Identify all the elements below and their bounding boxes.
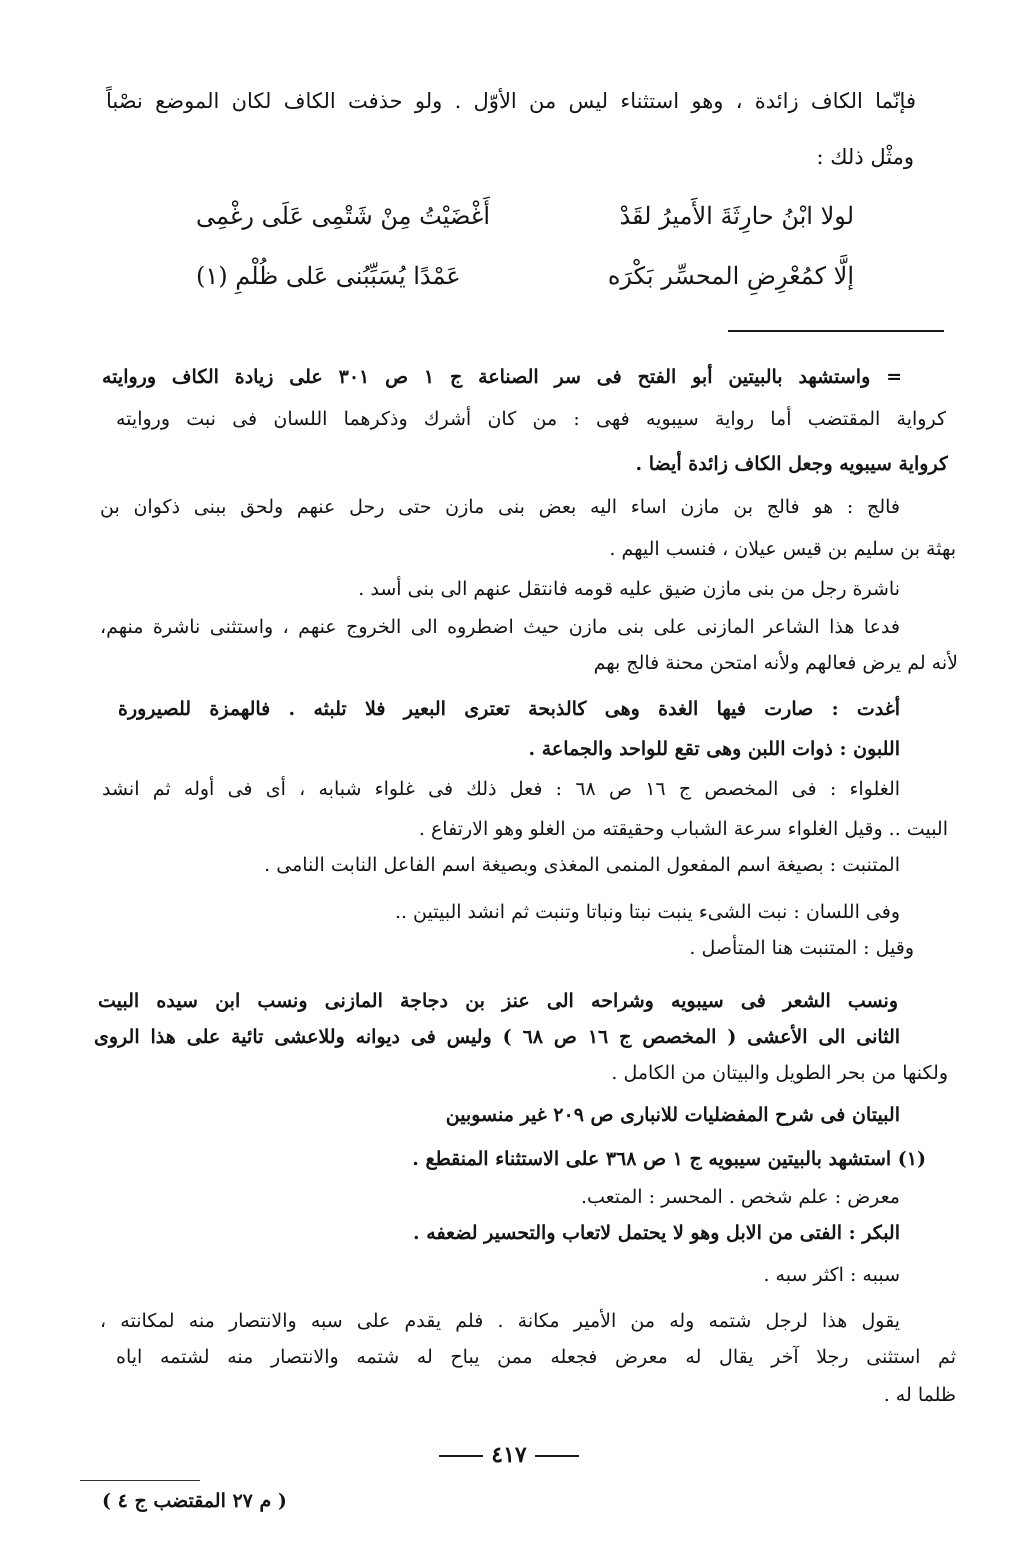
footnote-line: الثانى الى الأعشى ( المخصص ج ١٦ ص ٦٨ ) وليس فى ديوانه وللاعشى تائية على هذا الروى	[94, 1026, 900, 1048]
page-number-text: ٤١٧	[491, 1442, 527, 1468]
signature-rule	[80, 1480, 200, 1481]
main-text-line: فإنّما الكاف زائدة ، وهو استثناء ليس من الأوّل . ولو حذفت الكاف لكان الموضع نصْباً	[106, 89, 916, 113]
verse-2-second-hemistich: عَمْدًا يُسَبِّبُنى عَلى ظُلْمِ (١)	[196, 262, 461, 290]
footnote-line: فالج : هو فالج بن مازن اساء اليه بعض بنى مازن حتى رحل عنهم ولحق ببنى ذكوان بن	[100, 496, 900, 518]
footnote-line: يقول هذا لرجل شتمه وله من الأمير مكانة . فلم يقدم على سبه والانتصار منه لمكانته ،	[100, 1310, 900, 1332]
footnote-line: لأنه لم يرض فعالهم ولأنه امتحن محنة فالج بهم	[593, 652, 958, 674]
footnote-line: (١) استشهد بالبيتين سيبويه ج ١ ص ٣٦٨ على الاستثناء المنقطع .	[412, 1148, 926, 1170]
footnote-line: المتنبت : بصيغة اسم المفعول المنمى المغذى وبصيغة اسم الفاعل النابت النامى .	[264, 854, 900, 876]
footnote-line: ولكنها من بحر الطويل والبيتان من الكامل .	[611, 1062, 948, 1084]
footnote-line: ظلما له .	[883, 1384, 956, 1406]
footnote-line: البيت .. وقيل الغلواء سرعة الشباب وحقيقته من الغلو وهو الارتفاع .	[418, 818, 948, 840]
footnote-line: ثم استثنى رجلا آخر يقال له معرض فجعله ممن يباح له شتمه والانتصار منه لشتمه اياه	[116, 1346, 956, 1368]
verse-1-first-hemistich: لولا ابْنُ حارِثَةَ الأَميرُ لقَدْ	[619, 202, 854, 230]
footnote-line: البكر : الفتى من الابل وهو لا يحتمل لاتعاب والتحسير لضعفه .	[413, 1222, 900, 1244]
footnote-line: فدعا هذا الشاعر المازنى على بنى مازن حيث اضطروه الى الخروج عنهم ، واستثنى ناشرة منهم،	[100, 616, 900, 638]
footnote-separator	[728, 330, 944, 332]
page-number-dash	[535, 1455, 579, 1457]
footnote-line: البيتان فى شرح المفضليات للانبارى ص ٢٠٩ غير منسوبين	[445, 1104, 900, 1126]
footnote-line: معرض : علم شخص . المحسر : المتعب.	[580, 1186, 900, 1208]
verse-1-second-hemistich: أَغْضَيْتُ مِنْ شَتْمِى عَلَى رغْمِى	[196, 202, 490, 230]
footnote-line: أغدت : صارت فيها الغدة وهى كالذبحة تعترى البعير فلا تلبثه . فالهمزة للصيرورة	[118, 698, 900, 720]
main-text-line: ومثْل ذلك :	[816, 145, 914, 169]
verse-2-first-hemistich: إلَّا كمُعْرِضِ المحسِّر بَكْرَه	[607, 262, 854, 290]
footnote-line: ونسب الشعر فى سيبويه وشراحه الى عنز بن دجاجة المازنى ونسب ابن سيده البيت	[98, 990, 898, 1012]
footnote-line: ناشرة رجل من بنى مازن ضيق عليه قومه فانتقل عنهم الى بنى أسد .	[358, 578, 900, 600]
footnote-line: وقيل : المتنبت هنا المتأصل .	[689, 937, 914, 959]
signature-mark: ( م ٢٧ المقتضب ج ٤ )	[102, 1490, 287, 1512]
page-number	[0, 1438, 1018, 1472]
footnote-line: بهثة بن سليم بن قيس عيلان ، فنسب اليهم .	[609, 538, 956, 560]
footnote-line: وفى اللسان : نبت الشىء ينبت نبتا ونباتا وتنبت ثم انشد البيتين ..	[394, 901, 900, 923]
page-number-dash	[439, 1455, 483, 1457]
footnote-line: = واستشهد بالبيتين أبو الفتح فى سر الصناعة ج ١ ص ٣٠١ على زيادة الكاف وروايته	[102, 366, 902, 388]
footnote-line: كرواية المقتضب أما رواية سيبويه فهى : من كان أشرك وذكرهما اللسان فى نبت وروايته	[116, 408, 946, 430]
footnote-line: الغلواء : فى المخصص ج ١٦ ص ٦٨ : فعل ذلك فى غلواء شبابه ، أى فى أوله ثم انشد	[102, 778, 900, 800]
footnote-line: سببه : اكثر سبه .	[763, 1264, 900, 1286]
footnote-line: اللبون : ذوات اللبن وهى تقع للواحد والجماعة .	[528, 738, 900, 760]
footnote-line: كرواية سيبويه وجعل الكاف زائدة أيضا .	[635, 453, 948, 475]
